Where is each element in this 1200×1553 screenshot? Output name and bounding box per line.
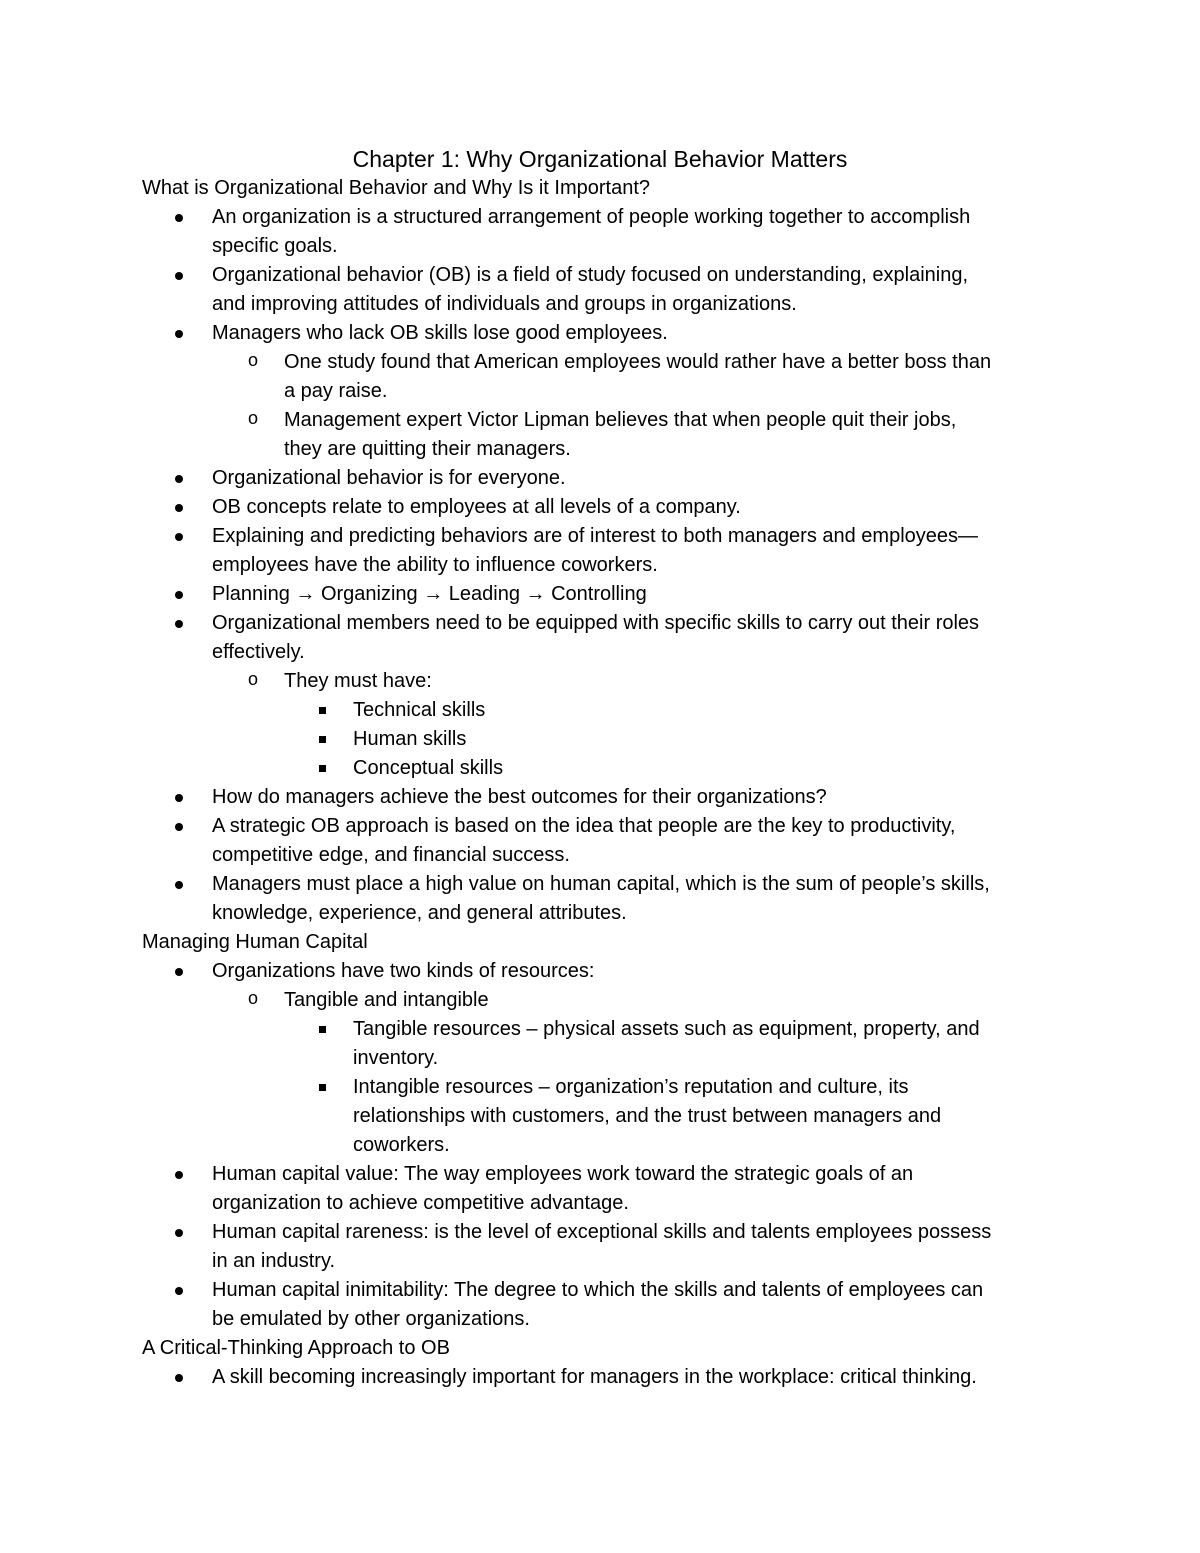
list-item-continuation: competitive edge, and financial success.: [212, 844, 570, 866]
list-item-continuation: relationships with customers, and the trust between managers and: [353, 1105, 942, 1127]
bullet-square: [319, 736, 326, 743]
bullet-dot: [175, 475, 183, 483]
list-item: Intangible resources – organization’s reputation and culture, its: [353, 1076, 909, 1098]
list-item: Tangible and intangible: [284, 989, 489, 1011]
list-item: Planning → Organizing → Leading → Controlling: [212, 583, 647, 605]
list-item: Human skills: [353, 728, 467, 750]
list-item-continuation: effectively.: [212, 641, 305, 663]
list-item: They must have:: [284, 670, 432, 692]
bullet-square: [319, 707, 326, 714]
list-item: Managers who lack OB skills lose good employees.: [212, 322, 668, 344]
bullet-dot: [175, 1171, 183, 1179]
bullet-circle: o: [248, 350, 259, 370]
bullet-dot: [175, 214, 183, 222]
bullet-square: [319, 765, 326, 772]
bullet-dot: [175, 533, 183, 541]
bullet-dot: [175, 272, 183, 280]
bullet-dot: [175, 620, 183, 628]
list-item: Human capital value: The way employees work toward the strategic goals of an: [212, 1163, 914, 1185]
list-item: Managers must place a high value on human capital, which is the sum of people’s skills,: [212, 873, 990, 895]
list-item: Human capital inimitability: The degree to which the skills and talents of employees can: [212, 1279, 984, 1301]
bullet-dot: [175, 1229, 183, 1237]
bullet-circle: o: [248, 408, 259, 428]
list-item: An organization is a structured arrangement of people working together to accomplish: [212, 206, 971, 228]
list-item-continuation: and improving attitudes of individuals and groups in organizations.: [212, 293, 797, 315]
bullet-dot: [175, 1287, 183, 1295]
list-item: Human capital rareness: is the level of exceptional skills and talents employees possess: [212, 1221, 992, 1243]
bullet-dot: [175, 330, 183, 338]
bullet-dot: [175, 504, 183, 512]
section-heading: A Critical-Thinking Approach to OB: [142, 1337, 450, 1359]
section-heading: Managing Human Capital: [142, 931, 368, 953]
list-item: One study found that American employees would rather have a better boss than: [284, 351, 992, 373]
list-item-continuation: in an industry.: [212, 1250, 336, 1272]
list-item-continuation: be emulated by other organizations.: [212, 1308, 530, 1330]
bullet-circle: o: [248, 988, 259, 1008]
list-item: Organizations have two kinds of resources:: [212, 960, 595, 982]
list-item: A strategic OB approach is based on the idea that people are the key to productivity,: [212, 815, 956, 837]
bullet-square: [319, 1084, 326, 1091]
list-item: Technical skills: [353, 699, 486, 721]
section-heading: What is Organizational Behavior and Why Is it Important?: [142, 177, 651, 199]
list-item: How do managers achieve the best outcomes for their organizations?: [212, 786, 827, 808]
bullet-dot: [175, 968, 183, 976]
bullet-dot: [175, 823, 183, 831]
page-title: Chapter 1: Why Organizational Behavior Matters: [352, 146, 848, 172]
list-item-continuation: coworkers.: [353, 1134, 450, 1156]
list-item-continuation: knowledge, experience, and general attributes.: [212, 902, 627, 924]
list-item-continuation: specific goals.: [212, 235, 338, 257]
list-item-continuation: they are quitting their managers.: [284, 438, 571, 460]
list-item: Organizational behavior is for everyone.: [212, 467, 566, 489]
bullet-dot: [175, 881, 183, 889]
list-item: Conceptual skills: [353, 757, 504, 779]
list-item: OB concepts relate to employees at all levels of a company.: [212, 496, 741, 518]
list-item: Organizational behavior (OB) is a field of study focused on understanding, explaining,: [212, 264, 969, 286]
list-item: Explaining and predicting behaviors are of interest to both managers and employees—: [212, 525, 979, 547]
bullet-square: [319, 1026, 326, 1033]
list-item-continuation: organization to achieve competitive advantage.: [212, 1192, 629, 1214]
bullet-circle: o: [248, 669, 259, 689]
bullet-dot: [175, 591, 183, 599]
list-item: Tangible resources – physical assets such as equipment, property, and: [353, 1018, 980, 1040]
list-item-continuation: inventory.: [353, 1047, 439, 1069]
bullet-dot: [175, 1374, 183, 1382]
bullet-dot: [175, 794, 183, 802]
list-item-continuation: employees have the ability to influence coworkers.: [212, 554, 658, 576]
list-item: A skill becoming increasingly important for managers in the workplace: critical thinking.: [212, 1366, 977, 1388]
list-item: Organizational members need to be equipped with specific skills to carry out their roles: [212, 612, 980, 634]
list-item-continuation: a pay raise.: [284, 380, 388, 402]
list-item: Management expert Victor Lipman believes that when people quit their jobs,: [284, 409, 957, 431]
